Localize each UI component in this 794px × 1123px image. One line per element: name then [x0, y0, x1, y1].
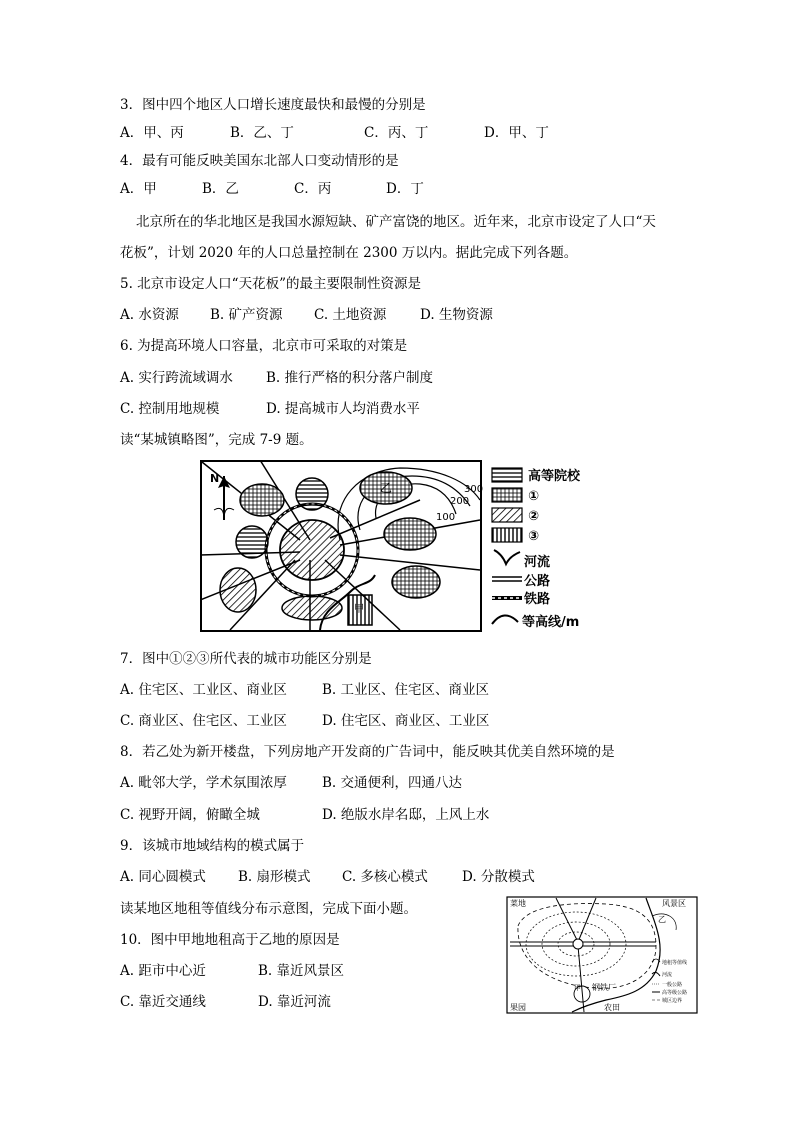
q4-option-a: A．甲: [120, 181, 157, 197]
place-yi: 乙: [380, 481, 393, 495]
legend2-river: 河流: [662, 972, 673, 978]
label-scenic-area: 风景区: [662, 899, 686, 908]
q5-option-c: C. 土地资源: [314, 307, 387, 323]
q9-option-b: B. 扇形模式: [238, 869, 311, 885]
q8-option-d: D. 绝版水岸名邸，上风上水: [322, 807, 490, 823]
legend2-isoline: 地租等值线: [662, 960, 688, 966]
legend-3: ③: [528, 529, 540, 544]
zone-2: [220, 568, 256, 612]
town-sketch-map: [200, 460, 596, 632]
legend-1: ①: [528, 489, 540, 504]
land-rent-map: [506, 896, 698, 1014]
q6-option-b: B. 推行严格的积分落户制度: [266, 370, 434, 386]
q9-stem: 9．该城市地域结构的模式属于: [120, 838, 305, 854]
q7-option-c: C. 商业区、住宅区、工业区: [120, 713, 287, 729]
q4-option-c: C．丙: [294, 181, 332, 197]
legend-road: 公路: [524, 574, 551, 589]
zone-university: [296, 478, 328, 510]
q5-option-d: D. 生物资源: [420, 307, 493, 323]
passage-line-1: 北京所在的华北地区是我国水源短缺、矿产富饶的地区。近年来，北京市设定了人口“天: [136, 214, 656, 230]
q5-option-a: A. 水资源: [120, 307, 179, 323]
q10-option-b: B. 靠近风景区: [258, 963, 345, 979]
q3-option-b: B．乙、丁: [230, 125, 294, 141]
label-vegetable-field: 菜地: [510, 899, 526, 908]
legend2-highway: 高等级公路: [662, 990, 688, 996]
q4-option-d: D．丁: [386, 181, 424, 197]
legend-river: 河流: [524, 555, 551, 570]
legend2-road: 一般公路: [662, 982, 683, 988]
q8-stem: 8．若乙处为新开楼盘，下列房地产开发商的广告词中，能反映其优美自然环境的是: [120, 744, 615, 760]
q10-stem: 10．图中甲地地租高于乙地的原因是: [120, 932, 340, 948]
place-jia: 甲: [354, 604, 364, 615]
q9-option-d: D. 分散模式: [462, 869, 535, 885]
zone-university: [236, 526, 268, 558]
q7-option-b: B. 工业区、住宅区、商业区: [322, 682, 490, 698]
legend-university: 高等院校: [528, 469, 581, 484]
map-legend: [492, 468, 581, 630]
city-center: [573, 939, 583, 949]
label-steel-plant: 钢铁厂: [592, 983, 616, 992]
q3-stem: 3．图中四个地区人口增长速度最快和最慢的分别是: [120, 97, 426, 113]
q7-option-d: D. 住宅区、商业区、工业区: [322, 713, 490, 729]
zone-1: [392, 566, 440, 598]
q3-option-d: D．甲、丁: [484, 125, 549, 141]
q9-option-c: C. 多核心模式: [342, 869, 428, 885]
legend2-boundary: 城区边界: [662, 998, 683, 1004]
zone-1: [384, 518, 436, 550]
contour-label-200: 200: [450, 496, 470, 507]
q10-option-c: C. 靠近交通线: [120, 994, 206, 1010]
q6-option-d: D. 提高城市人均消费水平: [266, 401, 420, 417]
q7-stem: 7．图中①②③所代表的城市功能区分别是: [120, 651, 372, 667]
passage-line-2: 花板”，计划 2020 年的人口总量控制在 2300 万以内。据此完成下列各题。: [120, 245, 578, 261]
q8-option-c: C. 视野开阔，俯瞰全城: [120, 807, 260, 823]
q6-option-c: C. 控制用地规模: [120, 401, 220, 417]
label-yi: 乙: [658, 915, 666, 924]
label-farmland: 农田: [604, 1003, 620, 1012]
q5-option-b: B. 矿产资源: [210, 307, 283, 323]
q3-option-a: A．甲、丙: [120, 125, 184, 141]
label-jia: 甲: [574, 984, 581, 992]
legend-railway: 铁路: [524, 592, 551, 607]
q10-option-d: D. 靠近河流: [258, 994, 331, 1010]
q8-option-a: A. 毗邻大学，学术氛围浓厚: [120, 775, 287, 791]
intro-7-9: 读“某城镇略图”，完成 7-9 题。: [120, 432, 313, 448]
q6-stem: 6. 为提高环境人口容量，北京市可采取的对策是: [120, 338, 408, 354]
q5-stem: 5. 北京市设定人口“天花板”的最主要限制性资源是: [120, 276, 421, 292]
q10-option-a: A. 距市中心近: [120, 963, 206, 979]
contour-label-100: 100: [436, 512, 456, 523]
legend-2: ②: [528, 509, 540, 524]
q4-stem: 4．最有可能反映美国东北部人口变动情形的是: [120, 153, 399, 169]
legend-contour: 等高线/m: [522, 615, 580, 630]
north-label: N: [210, 472, 220, 485]
q9-option-a: A. 同心圆模式: [120, 869, 206, 885]
label-orchard: 果园: [510, 1003, 526, 1012]
q4-option-b: B．乙: [202, 181, 239, 197]
contour-label-300: 300: [464, 484, 484, 495]
zone-2: [282, 596, 342, 620]
q8-option-b: B. 交通便利，四通八达: [322, 775, 463, 791]
q3-option-c: C．丙、丁: [364, 125, 429, 141]
zone-2-central: [280, 520, 344, 580]
q6-option-a: A. 实行跨流域调水: [120, 370, 233, 386]
intro-10: 读某地区地租等值线分布示意图，完成下面小题。: [120, 901, 417, 917]
zone-1: [240, 484, 284, 516]
q7-option-a: A. 住宅区、工业区、商业区: [120, 682, 287, 698]
